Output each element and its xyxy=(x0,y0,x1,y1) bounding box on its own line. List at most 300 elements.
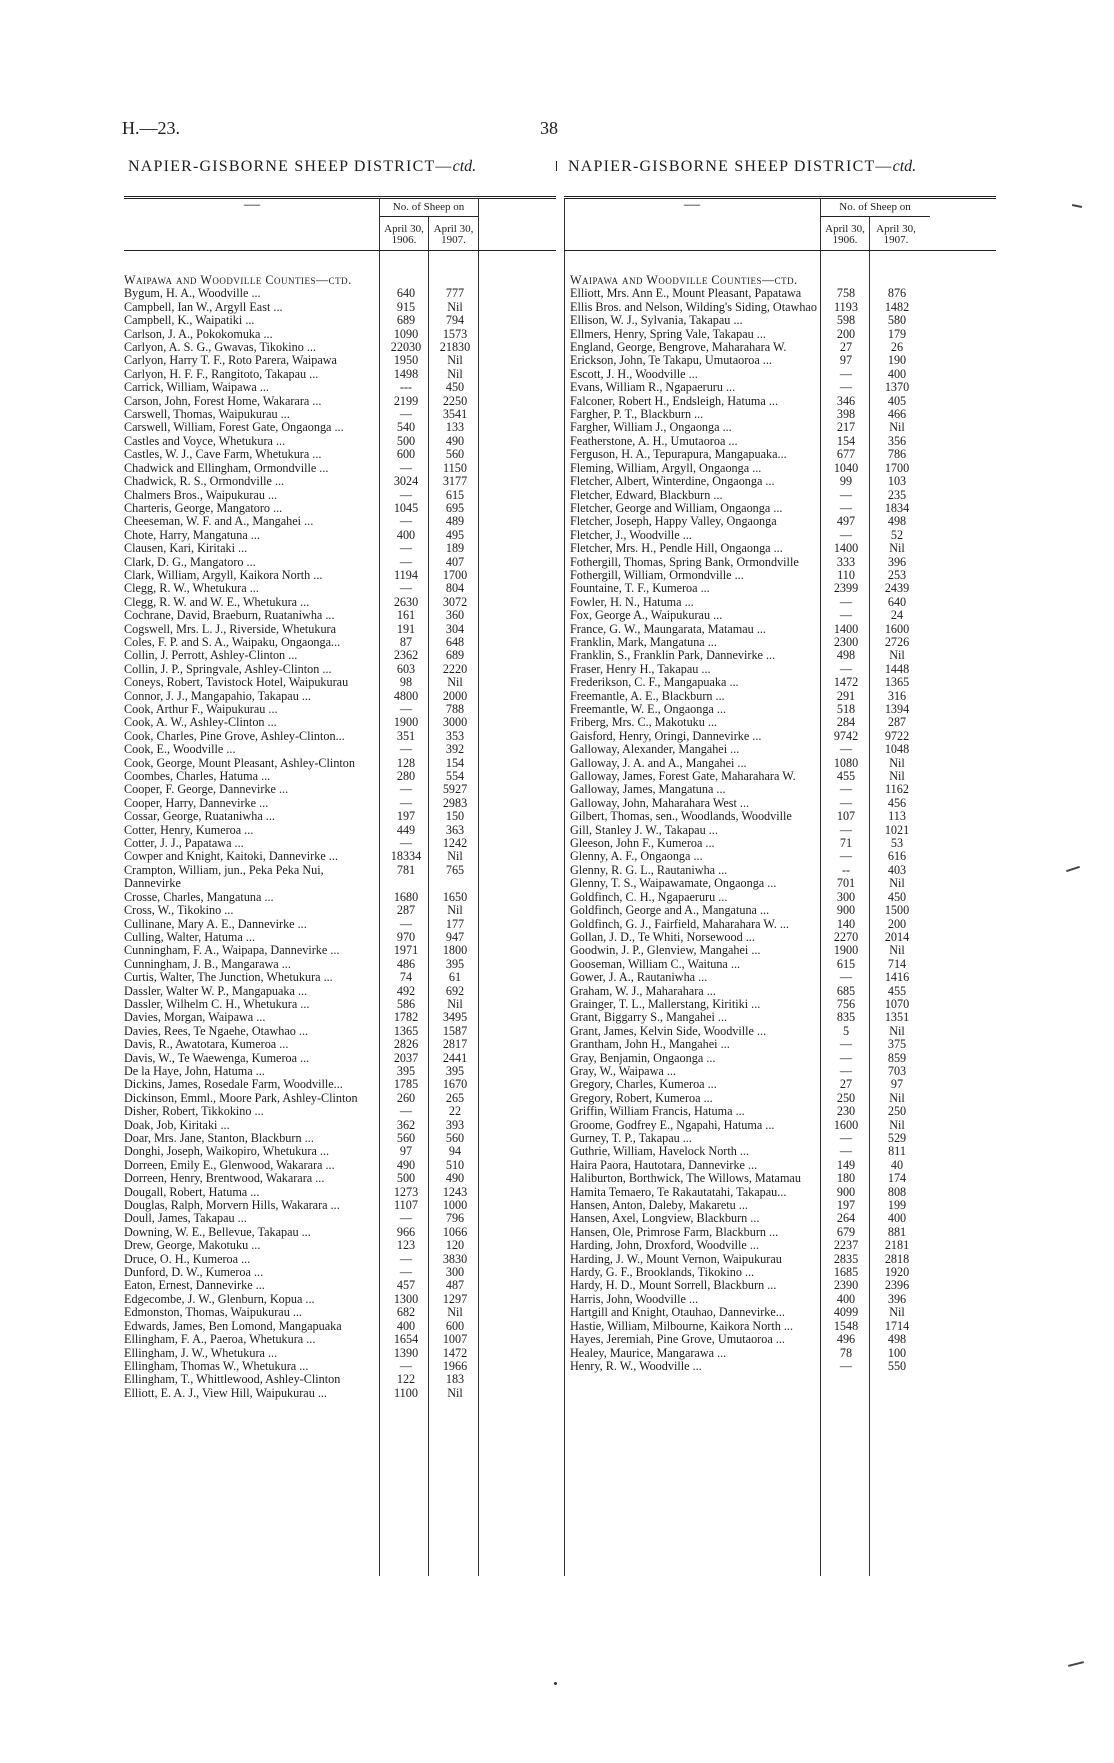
header-col-1907: April 30, 1907. xyxy=(876,223,916,246)
sheep-1907-cell: Nil xyxy=(889,1306,905,1320)
table-row xyxy=(124,904,480,917)
owner-name-cell: Cook, A. W., Ashley-Clinton ... xyxy=(124,716,277,730)
sheep-1907-cell: 1472 xyxy=(442,1346,468,1360)
sheep-1907-cell: 94 xyxy=(448,1145,462,1159)
table-row xyxy=(124,770,480,783)
sheep-1907-cell: 529 xyxy=(887,1132,907,1145)
table-row xyxy=(124,1145,480,1158)
owner-name-cell: Drew, George, Makotuku ... xyxy=(124,1239,261,1253)
table-row xyxy=(570,810,924,823)
table-row xyxy=(570,1092,924,1105)
owner-name-cell: Elliott, E. A. J., View Hill, Waipukurau ... xyxy=(124,1386,327,1400)
sheep-1907-cell: 1021 xyxy=(884,823,910,837)
table-row xyxy=(124,301,480,314)
table-row xyxy=(570,636,924,649)
owner-name-cell: Ellingham, T., Whittlewood, Ashley-Clinton xyxy=(124,1373,341,1387)
table-top-rule-2 xyxy=(564,198,996,199)
owner-name-cell: Gleeson, John F., Kumeroa ... xyxy=(570,837,715,851)
owner-name-cell: Dickinson, Emml., Moore Park, Ashley-Clinton xyxy=(124,1091,358,1105)
sheep-1906-cell: 498 xyxy=(836,649,856,663)
sheep-1906-cell: 3024 xyxy=(393,475,419,489)
owner-name-cell: Galloway, Alexander, Mangahei ... xyxy=(570,743,740,757)
sheep-1907-cell: 811 xyxy=(888,1145,906,1159)
owner-name-cell: Crosse, Charles, Mangatuna ... xyxy=(124,890,274,904)
sheep-1907-cell: Nil xyxy=(889,944,905,958)
owner-name-cell: Goldfinch, G. J., Fairfield, Maharahara W. ... xyxy=(570,917,789,931)
sheep-1907-cell: 804 xyxy=(445,582,465,596)
sheep-1907-cell: 450 xyxy=(445,381,465,395)
sheep-1906-cell: 781 xyxy=(396,863,416,877)
sheep-1907-cell: 1370 xyxy=(884,381,910,395)
sheep-1906-cell: 18334 xyxy=(390,850,422,864)
sheep-1906-cell: 128 xyxy=(396,756,416,770)
owner-name-cell: Davies, Rees, Te Ngaehe, Otawhao ... xyxy=(124,1024,309,1038)
sheep-1906-cell: — xyxy=(839,743,853,757)
owner-name-cell: Goldfinch, C. H., Ngapaeruru ... xyxy=(570,890,728,904)
sheep-1907-cell: 356 xyxy=(887,434,907,448)
owner-name-cell: Hansen, Axel, Longview, Blackburn ... xyxy=(570,1212,760,1226)
table-row xyxy=(124,971,480,984)
sheep-1907-cell: 2726 xyxy=(884,635,910,649)
sheep-1907-cell: 456 xyxy=(887,796,907,810)
sheep-1906-cell: 970 xyxy=(396,930,416,944)
page-number: 38 xyxy=(540,118,558,138)
sheep-1906-cell: 149 xyxy=(836,1158,856,1172)
table-row xyxy=(124,743,480,756)
sheep-1907-cell: 2220 xyxy=(442,662,468,676)
sheep-1906-cell: 107 xyxy=(836,810,856,824)
section-title-suffix: ctd. xyxy=(892,158,917,175)
owner-name-cell: Coneys, Robert, Tavistock Hotel, Waipukurau xyxy=(124,676,349,690)
table-row xyxy=(124,1038,480,1051)
owner-name-cell: Castles, W. J., Cave Farm, Whetukura ... xyxy=(124,448,322,462)
table-row xyxy=(124,1159,480,1172)
owner-name-cell: Davis, W., Te Waewenga, Kumeroa ... xyxy=(124,1051,310,1065)
right-table-column xyxy=(564,196,996,1574)
owner-name-cell: Eaton, Ernest, Dannevirke ... xyxy=(124,1279,265,1293)
owner-name-cell: Cook, E., Woodville ... xyxy=(124,743,236,757)
owner-name-cell: Carrick, William, Waipawa ... xyxy=(124,381,269,395)
owner-name-cell: Glenny, A. F., Ongaonga ... xyxy=(570,850,703,864)
table-row xyxy=(570,1279,924,1292)
sheep-1906-cell: 27 xyxy=(839,341,853,355)
sheep-1907-cell: 316 xyxy=(887,689,907,703)
owner-name-cell: Fletcher, J., Woodville ... xyxy=(570,528,692,542)
sheep-1906-cell: 5 xyxy=(842,1024,850,1038)
sheep-1907-cell: 179 xyxy=(887,327,907,341)
table-row xyxy=(124,824,480,837)
sheep-1906-cell: 1365 xyxy=(393,1024,419,1038)
table-row xyxy=(124,837,480,850)
owner-name-cell: Ellmers, Henry, Spring Vale, Takapau ... xyxy=(570,327,766,341)
sheep-1906-cell: — xyxy=(839,850,853,864)
table-row xyxy=(570,1078,924,1091)
sheep-1906-cell: 9742 xyxy=(833,729,859,743)
owner-name-cell: England, George, Bengrove, Maharahara W. xyxy=(570,341,787,355)
sheep-1906-cell: — xyxy=(839,1145,853,1159)
sheep-1907-cell: 53 xyxy=(890,837,904,851)
sheep-1906-cell: 966 xyxy=(396,1225,416,1239)
sheep-1906-cell: — xyxy=(839,1038,853,1052)
owner-name-cell: Cooper, F. George, Dannevirke ... xyxy=(124,783,289,797)
table-row xyxy=(570,354,924,367)
sheep-1906-cell: 2037 xyxy=(393,1051,419,1065)
owner-name-cell: Dassler, Walter W. P., Mangapuaka ... xyxy=(124,984,308,998)
sheep-1906-cell: — xyxy=(399,783,413,797)
sheep-1906-cell: 915 xyxy=(396,300,416,314)
sheep-1907-cell: 498 xyxy=(887,515,907,529)
table-row xyxy=(124,944,480,957)
section-title-text: NAPIER-GISBORNE SHEEP DISTRICT— xyxy=(568,158,893,175)
owner-name-cell: Gregory, Robert, Kumeroa ... xyxy=(570,1091,713,1105)
sheep-1907-cell: 796 xyxy=(445,1212,465,1226)
sheep-1906-cell: — xyxy=(399,488,413,502)
owner-name-cell: Fraser, Henry H., Takapau ... xyxy=(570,662,711,676)
owner-name-cell: Cogswell, Mrs. L. J., Riverside, Whetukura xyxy=(124,622,337,636)
sheep-1906-cell: 835 xyxy=(836,1011,856,1025)
sheep-1906-cell: — xyxy=(839,367,853,381)
table-row xyxy=(124,891,480,904)
sheep-1907-cell: 2818 xyxy=(884,1252,910,1266)
sheep-1906-cell: 287 xyxy=(396,904,416,918)
sheep-1907-cell: Nil xyxy=(889,1091,905,1105)
table-row xyxy=(570,797,924,810)
sheep-1906-cell: 395 xyxy=(396,1064,416,1078)
sheep-1907-cell: 353 xyxy=(445,729,465,743)
table-top-rule xyxy=(124,196,556,197)
owner-name-cell: Clegg, R. W., Whetukura ... xyxy=(124,582,259,596)
sheep-1906-cell: 280 xyxy=(396,770,416,784)
sheep-1906-cell: 500 xyxy=(396,434,416,448)
table-row xyxy=(570,837,924,850)
sheep-1907-cell: Nil xyxy=(889,649,905,663)
group-header-rule xyxy=(379,216,478,217)
table-top-rule-2 xyxy=(124,198,556,199)
sheep-1906-cell: 4099 xyxy=(833,1306,859,1320)
table-row xyxy=(570,891,924,904)
owner-name-cell: Erickson, John, Te Takapu, Umutaoroa ... xyxy=(570,354,772,368)
sheep-1906-cell: 900 xyxy=(836,1185,856,1199)
sheep-1906-cell: 1785 xyxy=(393,1078,419,1092)
sheep-1907-cell: 1351 xyxy=(884,1011,910,1025)
sheep-1906-cell: 603 xyxy=(396,662,416,676)
owner-name-cell: Ellingham, Thomas W., Whetukura ... xyxy=(124,1359,309,1373)
sheep-1907-cell: 794 xyxy=(445,314,465,328)
owner-name-cell: Hardy, H. D., Mount Sorrell, Blackburn ... xyxy=(570,1279,777,1293)
table-row xyxy=(124,1119,480,1132)
table-row xyxy=(570,918,924,931)
sheep-1906-cell: 685 xyxy=(836,984,856,998)
sheep-1906-cell: 346 xyxy=(836,394,856,408)
table-row xyxy=(570,395,924,408)
sheep-1907-cell: 489 xyxy=(445,515,465,529)
owner-name-cell: Fox, George A., Waipukurau ... xyxy=(570,609,723,623)
sheep-1906-cell: — xyxy=(399,1105,413,1119)
sheep-1907-cell: 1394 xyxy=(884,703,910,716)
owner-name-cell: Gooseman, William C., Waituna ... xyxy=(570,957,741,971)
sheep-1906-cell: 200 xyxy=(836,327,856,341)
sheep-1907-cell: Nil xyxy=(447,300,463,314)
sheep-1907-cell: 560 xyxy=(445,1132,465,1145)
sheep-1906-cell: — xyxy=(839,1132,853,1145)
sheep-1907-cell: 392 xyxy=(445,743,465,757)
owner-name-cell: Douglas, Ralph, Morvern Hills, Wakarara ... xyxy=(124,1199,340,1213)
owner-name-cell: Franklin, S., Franklin Park, Dannevirke ... xyxy=(570,649,776,663)
sheep-1907-cell: 554 xyxy=(445,770,465,784)
table-row xyxy=(570,1065,924,1078)
sheep-1906-cell: 1900 xyxy=(393,716,419,730)
owner-name-cell: Clark, William, Argyll, Kaikora North ... xyxy=(124,568,323,582)
sheep-1906-cell: 2237 xyxy=(833,1239,859,1253)
table-row xyxy=(124,435,480,448)
sheep-1907-cell: 692 xyxy=(445,984,465,998)
sheep-1907-cell: 1650 xyxy=(442,890,468,904)
sheep-1906-cell: 486 xyxy=(396,957,416,971)
owner-name-cell: Henry, R. W., Woodville ... xyxy=(570,1359,702,1373)
sheep-1906-cell: 1040 xyxy=(833,461,859,475)
owner-name-cell: Carson, John, Forest Home, Wakarara ... xyxy=(124,394,322,408)
table-row xyxy=(570,448,924,461)
sheep-1907-cell: 1600 xyxy=(884,622,910,636)
sheep-1906-cell: 1400 xyxy=(833,622,859,636)
sheep-1907-cell: 400 xyxy=(887,1212,907,1226)
sheep-1906-cell: 87 xyxy=(399,635,413,649)
sheep-1906-cell: — xyxy=(839,823,853,837)
sheep-1906-cell: 1045 xyxy=(393,501,419,515)
owner-name-cell: Carswell, Thomas, Waipukurau ... xyxy=(124,408,290,422)
sheep-1907-cell: 1448 xyxy=(884,662,910,676)
sheep-1906-cell: 99 xyxy=(839,475,853,489)
sheep-1906-cell: 2199 xyxy=(393,394,419,408)
table-row xyxy=(124,850,480,863)
table-row xyxy=(124,1279,480,1292)
sheep-1907-cell: 26 xyxy=(890,341,904,355)
table-row xyxy=(124,985,480,998)
sheep-1907-cell: 407 xyxy=(445,555,465,569)
sheep-1906-cell: — xyxy=(839,609,853,623)
sheep-1906-cell: 1900 xyxy=(833,944,859,958)
sheep-1907-cell: Nil xyxy=(447,1306,463,1320)
owner-name-cell: Crampton, William, jun., Peka Peka Nui, Dannevirke xyxy=(124,863,324,891)
sheep-1907-cell: 22 xyxy=(448,1105,462,1119)
owner-name-cell: Chadwick and Ellingham, Ormondville ... xyxy=(124,461,329,475)
owner-name-cell: Castles and Voyce, Whetukura ... xyxy=(124,434,286,448)
owner-name-cell: Dorreen, Henry, Brentwood, Wakarara ... xyxy=(124,1172,325,1186)
sheep-1907-cell: 103 xyxy=(887,475,907,489)
sheep-1907-cell: 1365 xyxy=(884,676,910,690)
sheep-1907-cell: Nil xyxy=(447,904,463,918)
owner-name-cell: Doar, Mrs. Jane, Stanton, Blackburn ... xyxy=(124,1132,314,1145)
sheep-1906-cell: 1782 xyxy=(393,1011,419,1025)
sheep-1907-cell: 200 xyxy=(887,917,907,931)
table-row xyxy=(570,287,924,300)
sheep-1906-cell: — xyxy=(839,971,853,985)
sheep-1907-cell: Nil xyxy=(447,1386,463,1400)
table-row xyxy=(570,1025,924,1038)
table-row xyxy=(570,1199,924,1212)
sheep-1906-cell: 497 xyxy=(836,515,856,529)
owner-name-cell: Escott, J. H., Woodville ... xyxy=(570,367,698,381)
table-row xyxy=(570,368,924,381)
report-code: H.—23. xyxy=(122,118,180,138)
owner-name-cell: Fletcher, Mrs. H., Pendle Hill, Ongaonga ... xyxy=(570,542,783,556)
sheep-1906-cell: 180 xyxy=(836,1172,856,1186)
sheep-1906-cell: — xyxy=(399,555,413,569)
sheep-1907-cell: 300 xyxy=(445,1266,465,1280)
sheep-1907-cell: Nil xyxy=(889,1118,905,1132)
table-row xyxy=(570,904,924,917)
sheep-1906-cell: 351 xyxy=(396,729,416,743)
table-row xyxy=(570,716,924,729)
owner-name-cell: Freemantle, A. E., Blackburn ... xyxy=(570,689,725,703)
owner-name-cell: Harding, John, Droxford, Woodville ... xyxy=(570,1239,760,1253)
sheep-1906-cell: 455 xyxy=(836,770,856,784)
owner-name-cell: Fothergill, Thomas, Spring Bank, Ormondville xyxy=(570,555,799,569)
owner-name-cell: Clark, D. G., Mangatoro ... xyxy=(124,555,256,569)
table-row xyxy=(570,301,924,314)
sheep-1907-cell: 2014 xyxy=(884,930,910,944)
owner-name-cell: Dunford, D. W., Kumeroa ... xyxy=(124,1266,264,1280)
sheep-1906-cell: 1548 xyxy=(833,1319,859,1333)
sheep-1907-cell: 2441 xyxy=(442,1051,468,1065)
sheep-1906-cell: 598 xyxy=(836,314,856,328)
sheep-1907-cell: 498 xyxy=(887,1333,907,1347)
sheep-1906-cell: — xyxy=(839,783,853,797)
table-row xyxy=(570,1253,924,1266)
table-row xyxy=(570,931,924,944)
owner-name-cell: Gregory, Charles, Kumeroa ... xyxy=(570,1078,717,1092)
sheep-1906-cell: 2826 xyxy=(393,1038,419,1052)
table-row xyxy=(570,944,924,957)
owner-name-cell: Chalmers Bros., Waipukurau ... xyxy=(124,488,278,502)
sheep-1907-cell: 287 xyxy=(887,716,907,730)
sheep-1906-cell: — xyxy=(399,796,413,810)
sheep-1907-cell: 393 xyxy=(445,1118,465,1132)
owner-name-cell: Dorreen, Emily E., Glenwood, Wakarara ... xyxy=(124,1158,335,1172)
owner-name-cell: Hayes, Jeremiah, Pine Grove, Umutaoroa ... xyxy=(570,1333,785,1347)
sheep-1907-cell: 253 xyxy=(887,568,907,582)
header-col-1906: April 30, 1906. xyxy=(384,223,424,246)
owner-name-cell: Collin, J. P., Springvale, Ashley-Clinton ... xyxy=(124,662,332,676)
sheep-1907-cell: 199 xyxy=(887,1199,907,1213)
table-row xyxy=(124,918,480,931)
section-title-right xyxy=(568,158,916,176)
owner-name-cell: Evans, William R., Ngapaeruru ... xyxy=(570,381,736,395)
sheep-1906-cell: 2390 xyxy=(833,1279,859,1293)
sheep-1906-cell: — xyxy=(839,381,853,395)
group-heading: Waipawa and Woodville Counties—ctd. xyxy=(570,274,798,287)
table-row xyxy=(570,757,924,770)
sheep-1907-cell: 1920 xyxy=(884,1266,910,1280)
owner-name-cell: Gurney, T. P., Takapau ... xyxy=(570,1132,692,1145)
sheep-table-right xyxy=(570,274,924,1373)
sheep-1907-cell: 786 xyxy=(887,448,907,462)
sheep-1906-cell: 78 xyxy=(839,1346,853,1360)
table-row xyxy=(570,958,924,971)
sheep-1906-cell: -- xyxy=(841,863,851,877)
sheep-1906-cell: — xyxy=(399,703,413,716)
table-row xyxy=(570,489,924,502)
table-row xyxy=(570,850,924,863)
table-row xyxy=(124,354,480,367)
sheep-1907-cell: 1700 xyxy=(884,461,910,475)
sheep-1906-cell: 758 xyxy=(836,287,856,301)
title-divider xyxy=(556,161,557,171)
section-title-suffix: ctd. xyxy=(452,158,477,175)
sheep-1906-cell: 1680 xyxy=(393,890,419,904)
sheep-1906-cell: — xyxy=(839,1359,853,1373)
sheep-1907-cell: 1066 xyxy=(442,1225,468,1239)
table-row xyxy=(570,663,924,676)
table-top-rule xyxy=(564,196,996,197)
group-heading-row xyxy=(570,274,924,287)
sheep-1906-cell: 1273 xyxy=(393,1185,419,1199)
sheep-1906-cell: 110 xyxy=(837,568,855,582)
table-row xyxy=(570,971,924,984)
sheep-1907-cell: 1007 xyxy=(442,1333,468,1347)
sheep-1907-cell: 703 xyxy=(887,1064,907,1078)
owner-name-cell: Hansen, Ole, Primrose Farm, Blackburn ... xyxy=(570,1225,779,1239)
sheep-1906-cell: 586 xyxy=(396,997,416,1011)
owner-name-cell: Charteris, George, Mangatoro ... xyxy=(124,501,283,515)
sheep-1907-cell: 405 xyxy=(887,394,907,408)
sheep-1906-cell: 1194 xyxy=(394,568,418,582)
sheep-1906-cell: 123 xyxy=(396,1239,416,1253)
sheep-1906-cell: 1600 xyxy=(833,1118,859,1132)
sheep-1906-cell: 264 xyxy=(836,1212,856,1226)
table-row xyxy=(570,609,924,622)
owner-name-cell: Galloway, James, Forest Gate, Maharahara W. xyxy=(570,770,796,784)
table-row xyxy=(570,1360,924,1373)
table-row xyxy=(570,1186,924,1199)
sheep-1907-cell: 487 xyxy=(445,1279,465,1293)
owner-name-cell: Guthrie, William, Havelock North ... xyxy=(570,1145,750,1159)
table-row xyxy=(570,1011,924,1024)
owner-name-cell: Edwards, James, Ben Lomond, Mangapuaka xyxy=(124,1319,342,1333)
owner-name-cell: Graham, W. J., Maharahara ... xyxy=(570,984,716,998)
sheep-1907-cell: 1048 xyxy=(884,743,910,757)
owner-name-cell: Gill, Stanley J. W., Takapau ... xyxy=(570,823,718,837)
header-group-label: No. of Sheep on xyxy=(839,201,911,213)
table-row xyxy=(570,1226,924,1239)
table-row xyxy=(570,462,924,475)
owner-name-cell: Fleming, William, Argyll, Ongaonga ... xyxy=(570,461,762,475)
owner-name-cell: Cunningham, J. B., Mangarawa ... xyxy=(124,957,291,971)
sheep-1907-cell: 2983 xyxy=(442,796,468,810)
sheep-1906-cell: 701 xyxy=(836,877,856,891)
table-row xyxy=(124,783,480,796)
sheep-1907-cell: 304 xyxy=(445,622,465,636)
sheep-1907-cell: 695 xyxy=(445,501,465,515)
sheep-1907-cell: Nil xyxy=(447,850,463,864)
sheep-1906-cell: 1193 xyxy=(834,300,858,314)
owner-name-cell: Gray, W., Waipawa ... xyxy=(570,1064,676,1078)
column-divider xyxy=(564,198,565,1576)
table-row xyxy=(124,1293,480,1306)
table-row xyxy=(570,690,924,703)
owner-name-cell: Grant, James, Kelvin Side, Woodville ... xyxy=(570,1024,767,1038)
owner-name-cell: Edgecombe, J. W., Glenburn, Kopua ... xyxy=(124,1292,315,1306)
sheep-1906-cell: 679 xyxy=(836,1225,856,1239)
table-row xyxy=(124,623,480,636)
sheep-1907-cell: 1482 xyxy=(884,300,910,314)
sheep-1907-cell: 403 xyxy=(887,863,907,877)
owner-name-cell: Fowler, H. N., Hatuma ... xyxy=(570,595,694,609)
table-row xyxy=(570,623,924,636)
sheep-1907-cell: 396 xyxy=(887,1292,907,1306)
sheep-1907-cell: 616 xyxy=(887,850,907,864)
sheep-1907-cell: 189 xyxy=(445,542,465,556)
